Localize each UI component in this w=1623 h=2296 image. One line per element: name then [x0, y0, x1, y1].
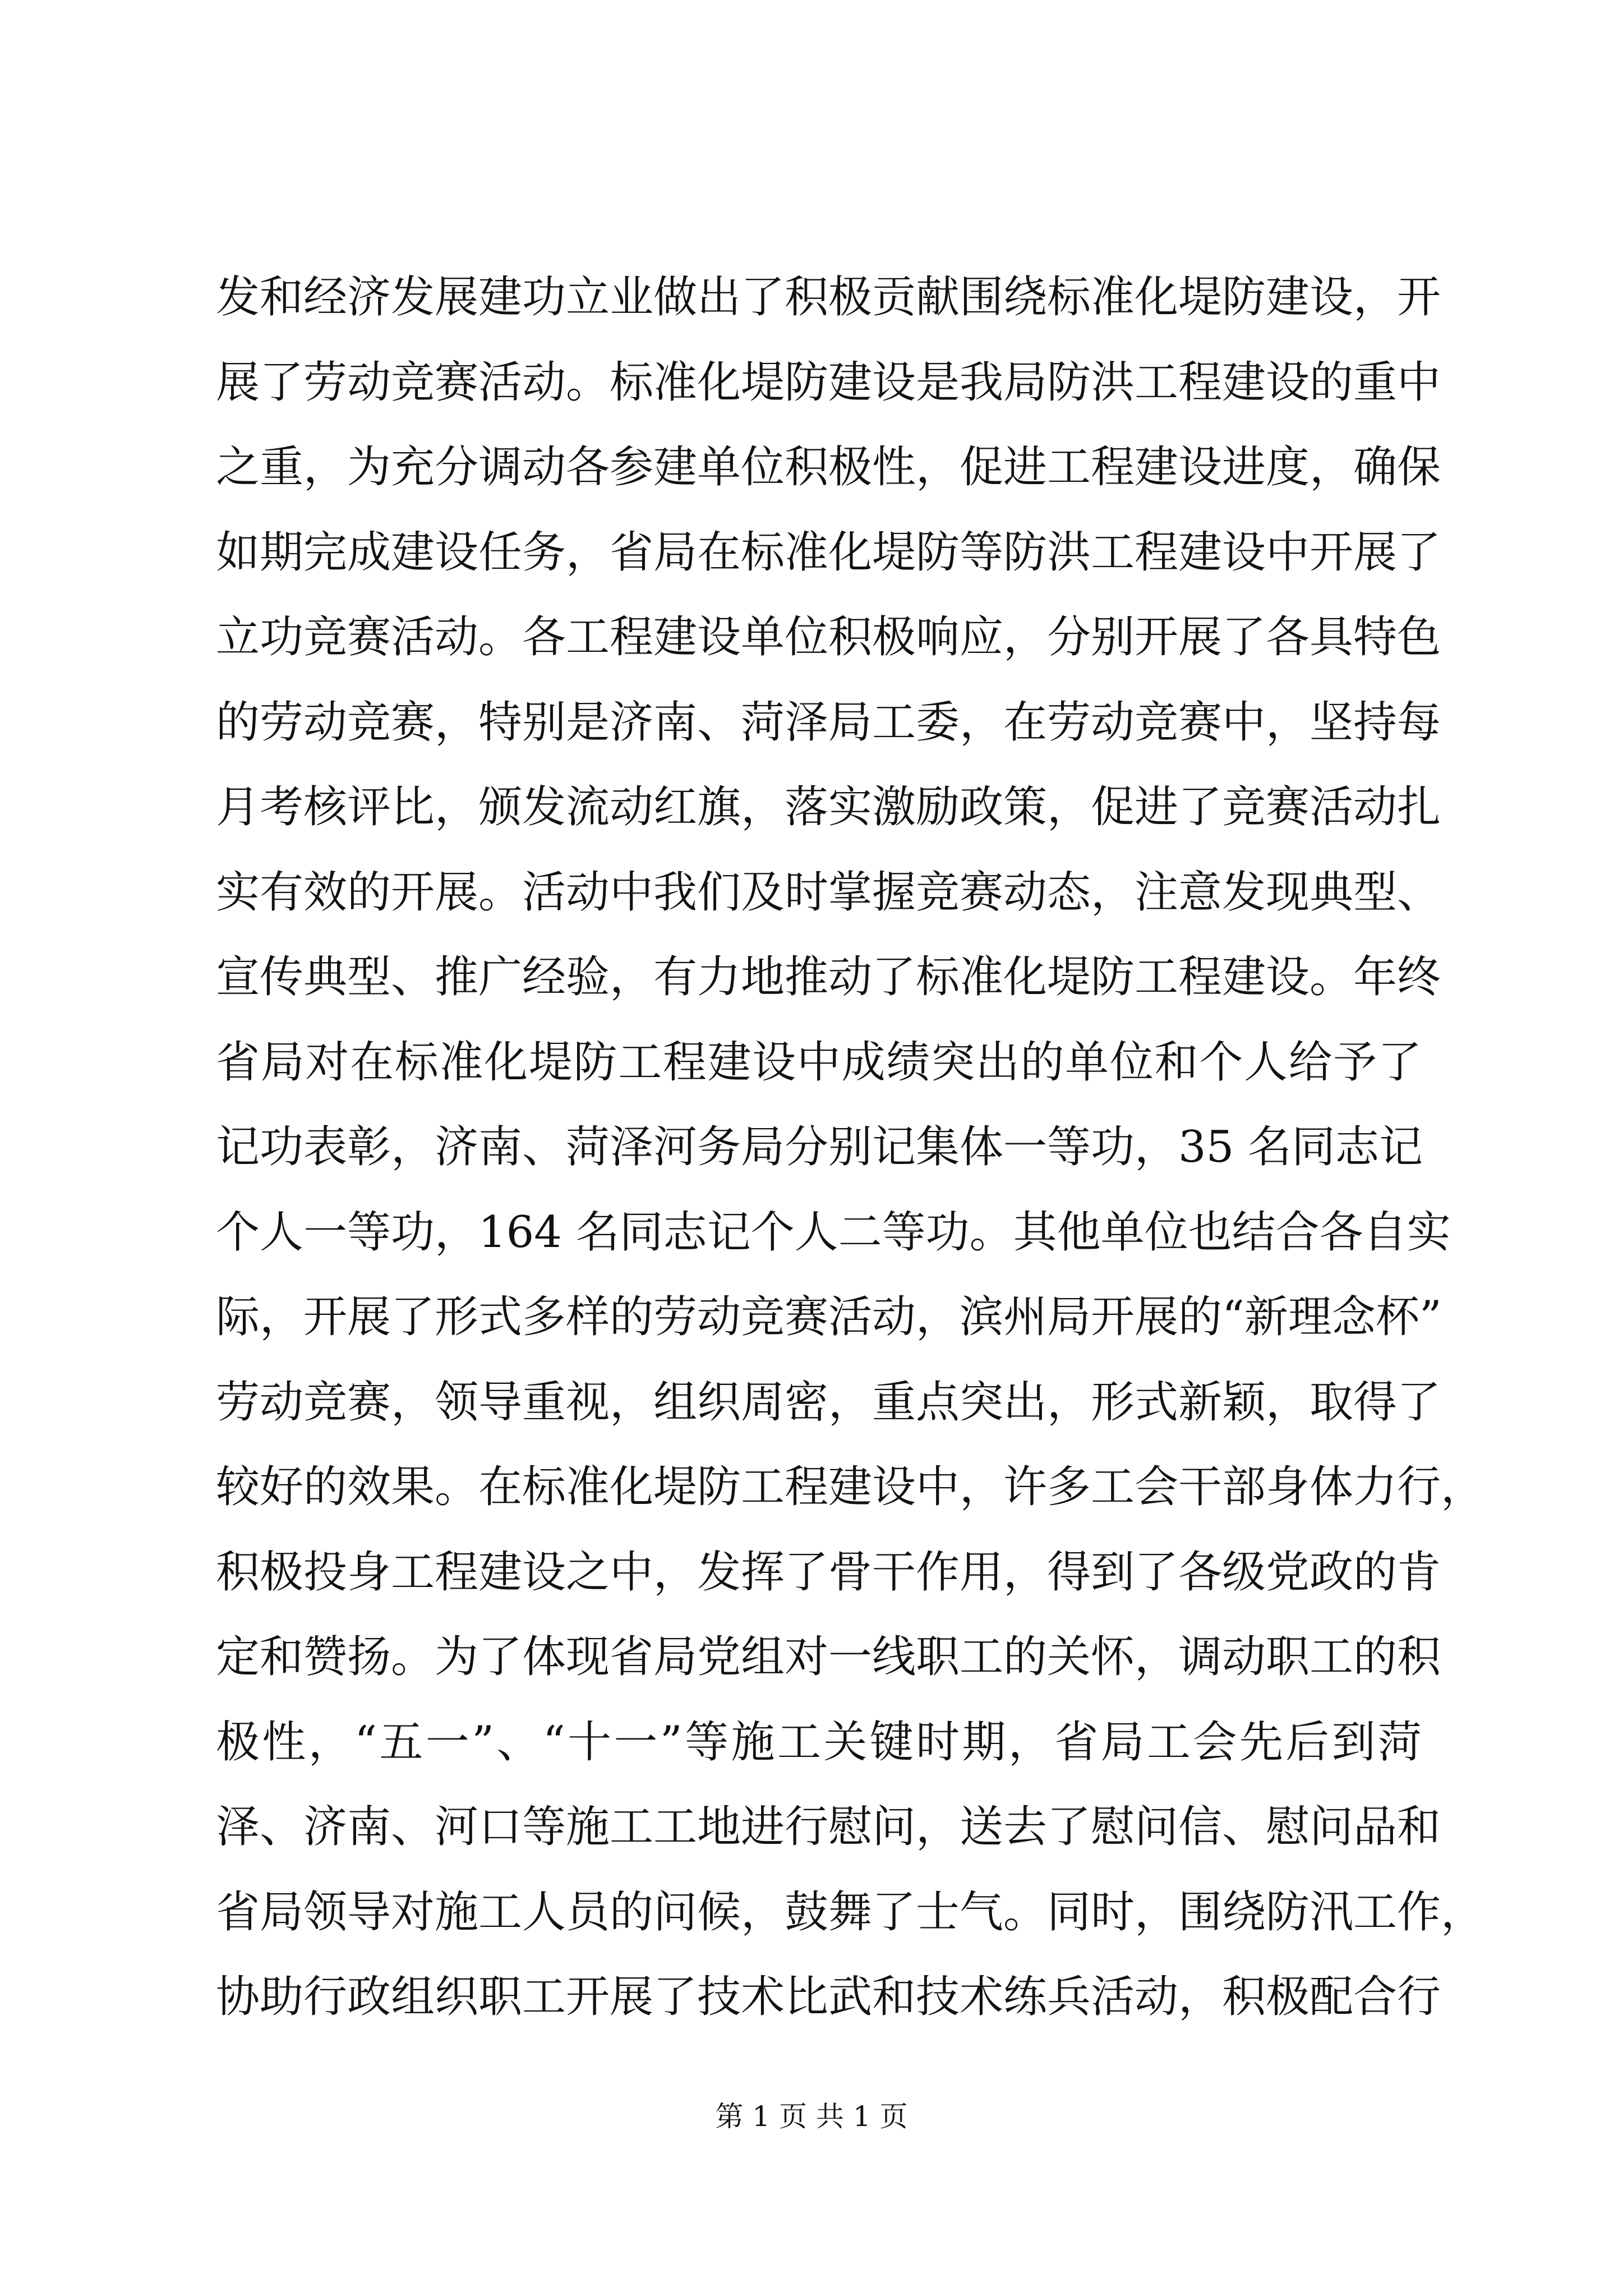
text-line: 立功竞赛活动。各工程建设单位积极响应，分别开展了各具特色: [216, 612, 1441, 662]
text-line: 如期完成建设任务，省局在标准化堤防等防洪工程建设中开展了: [216, 527, 1441, 578]
text-line: 发和经济发展建功立业做出了积极贡献围绕标准化堤防建设，开: [216, 272, 1441, 323]
text-line: 省局对在标准化堤防工程建设中成绩突出的单位和个人给予了: [216, 1037, 1422, 1088]
text-line: 定和赞扬。为了体现省局党组对一线职工的关怀，调动职工的积: [216, 1632, 1441, 1682]
text-line: 省局领导对施工人员的问候，鼓舞了士气。同时，围绕防汛工作，: [216, 1887, 1485, 1938]
text-line: 积极投身工程建设之中，发挥了骨干作用，得到了各级党政的肯: [216, 1547, 1441, 1598]
page-footer: 第 1 页 共 1 页: [715, 2100, 908, 2133]
text-line: 宣传典型、推广经验，有力地推动了标准化堤防工程建设。年终: [216, 952, 1441, 1002]
text-line: 记功表彰，济南、菏泽河务局分别记集体一等功，35 名同志记: [216, 1122, 1423, 1172]
text-line: 个人一等功，164 名同志记个人二等功。其他单位也结合各自实: [216, 1207, 1451, 1258]
text-line: 的劳动竞赛，特别是济南、菏泽局工委，在劳动竞赛中，坚持每: [216, 697, 1441, 748]
text-line: 之重，为充分调动各参建单位积极性，促进工程建设进度，确保: [216, 442, 1441, 493]
text-line: 极性，“五一”、“十一”等施工关键时期，省局工会先后到菏: [216, 1717, 1422, 1768]
text-line: 月考核评比，颁发流动红旗，落实激励政策，促进了竞赛活动扎: [216, 782, 1441, 832]
text-line: 展了劳动竞赛活动。标准化堤防建设是我局防洪工程建设的重中: [216, 357, 1441, 408]
text-line: 较好的效果。在标准化堤防工程建设中，许多工会干部身体力行，: [216, 1462, 1485, 1512]
text-line: 劳动竞赛，领导重视，组织周密，重点突出，形式新颖，取得了: [216, 1377, 1441, 1428]
body-text: [216, 264, 1485, 2049]
text-line: 泽、济南、河口等施工工地进行慰问，送去了慰问信、慰问品和: [216, 1802, 1441, 1852]
text-line: 际，开展了形式多样的劳动竞赛活动，滨州局开展的“新理念杯”: [216, 1292, 1442, 1342]
text-line: 协助行政组织职工开展了技术比武和技术练兵活动，积极配合行: [216, 1972, 1441, 2022]
text-line: 实有效的开展。活动中我们及时掌握竞赛动态，注意发现典型、: [216, 867, 1441, 918]
